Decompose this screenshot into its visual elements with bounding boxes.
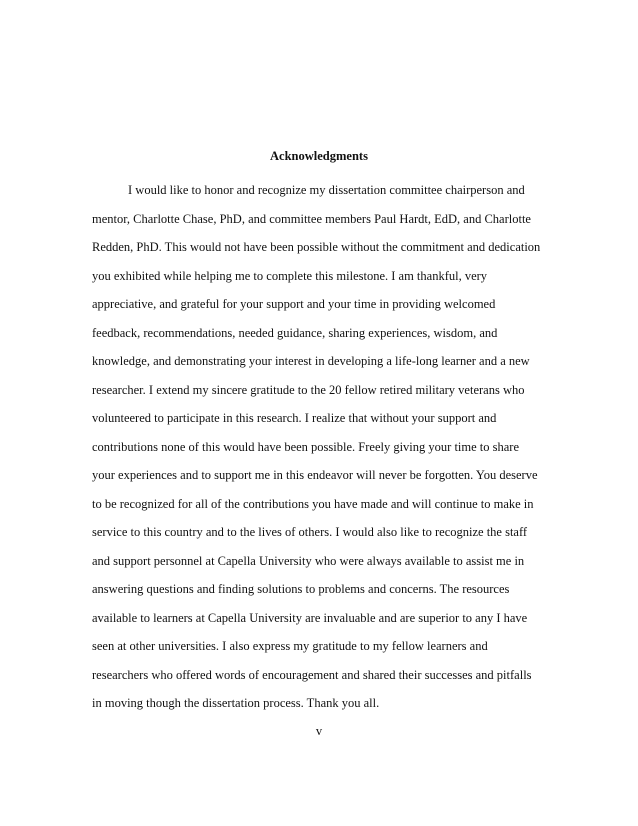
acknowledgments-paragraph <box>92 176 552 718</box>
paragraph-line: appreciative, and grateful for your support and your time in providing welcomed <box>92 297 496 311</box>
paragraph-line: and support personnel at Capella University who were always available to assist me in <box>92 553 525 568</box>
paragraph-line: feedback, recommendations, needed guidance, sharing experiences, wisdom, and <box>92 325 498 340</box>
paragraph-line: researcher. I extend my sincere gratitude to the 20 fellow retired military veterans who <box>92 382 525 397</box>
page-heading: Acknowledgments <box>270 149 368 163</box>
paragraph-line: knowledge, and demonstrating your interest in developing a life-long learner and a new <box>92 354 530 368</box>
paragraph-line: contributions none of this would have been possible. Freely giving your time to share <box>92 439 520 454</box>
paragraph-line: your experiences and to support me in this endeavor will never be forgotten. You deserve <box>92 468 538 482</box>
paragraph-line: you exhibited while helping me to complete this milestone. I am thankful, very <box>92 268 488 283</box>
paragraph-line: mentor, Charlotte Chase, PhD, and committee members Paul Hardt, EdD, and Charlotte <box>92 211 531 226</box>
paragraph-line: service to this country and to the lives of others. I would also like to recognize the staff <box>92 525 528 539</box>
paragraph-line: in moving though the dissertation process. Thank you all. <box>92 696 380 710</box>
paragraph-line: Redden, PhD. This would not have been possible without the commitment and dedication <box>92 240 541 254</box>
paragraph-line: to be recognized for all of the contributions you have made and will continue to make in <box>92 496 534 511</box>
paragraph-line: I would like to honor and recognize my dissertation committee chairperson and <box>128 183 525 197</box>
page-number: v <box>315 724 323 738</box>
paragraph-line: volunteered to participate in this research. I realize that without your support and <box>92 411 497 425</box>
paragraph-line: researchers who offered words of encouragement and shared their successes and pitfalls <box>92 667 532 682</box>
paragraph-line: seen at other universities. I also express my gratitude to my fellow learners and <box>92 639 488 653</box>
paragraph-line: answering questions and finding solutions to problems and concerns. The resources <box>92 582 510 596</box>
paragraph-line: available to learners at Capella University are invaluable and are superior to any I have <box>92 610 528 625</box>
